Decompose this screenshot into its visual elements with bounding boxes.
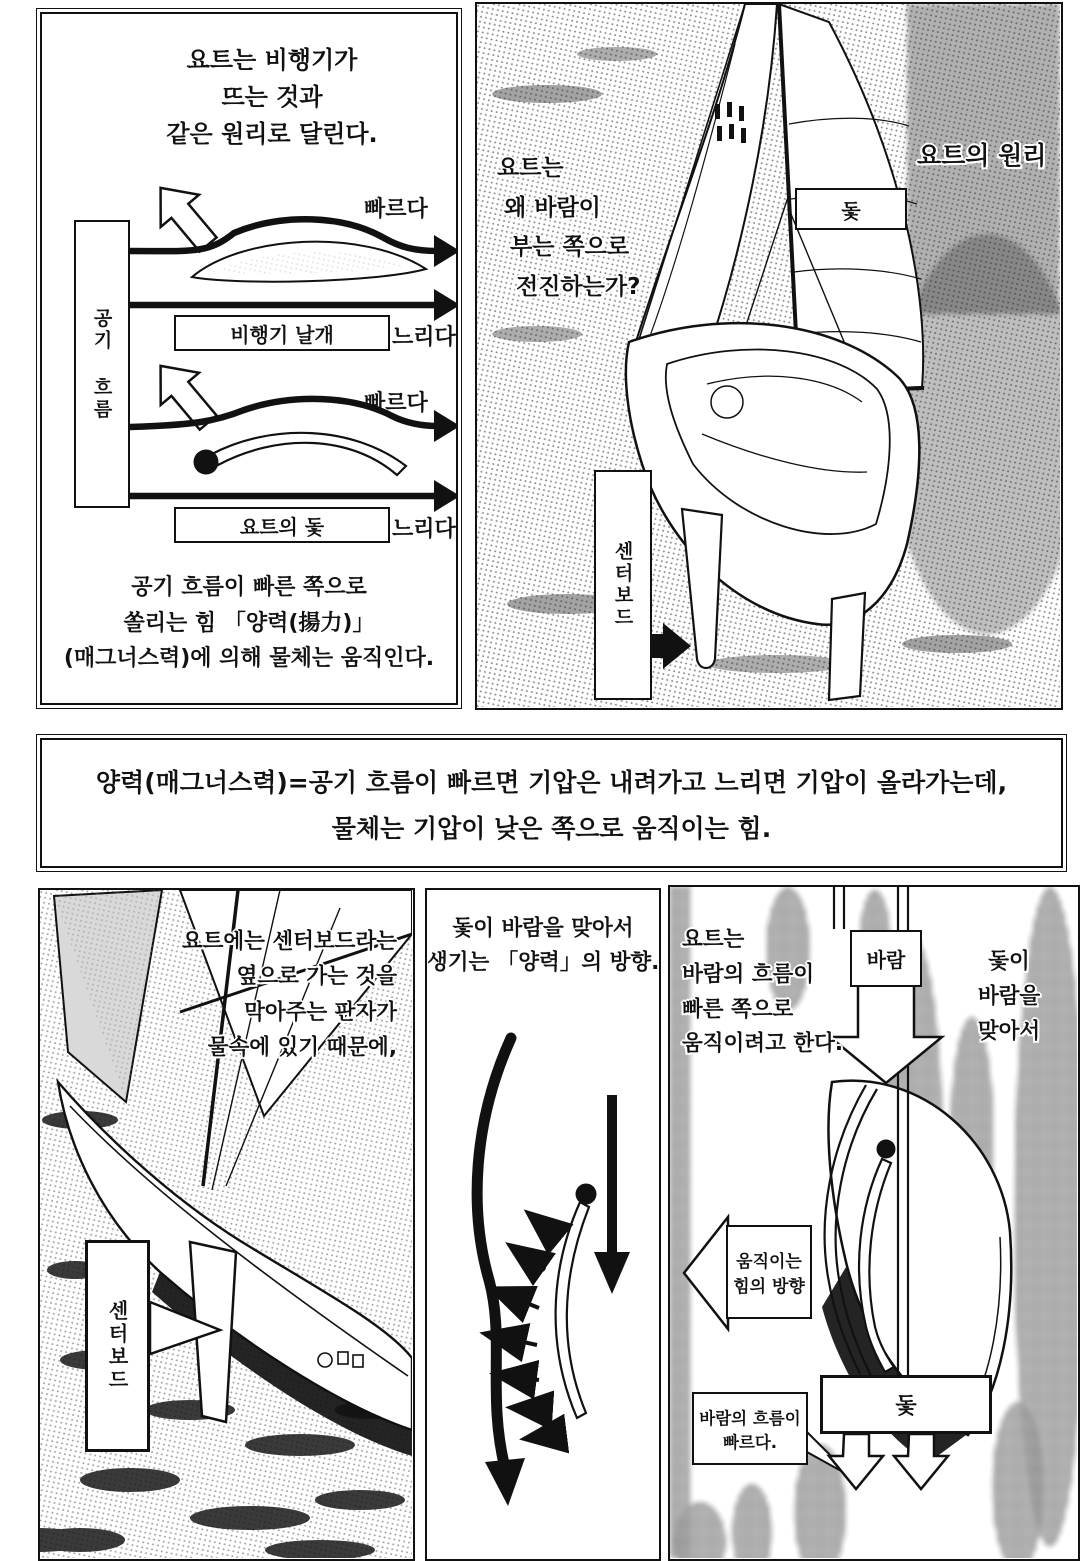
airflow-label: 공기 흐름 [90, 307, 113, 421]
caption-line: 생기는 「양력」의 방향. [427, 950, 660, 976]
text-line: 돛이 [988, 949, 1030, 974]
force-direction-box [726, 1225, 812, 1319]
caption-line: (매그너스력)에 의해 물체는 움직인다. [63, 646, 435, 672]
centerboard-callout-label: 센터보드 [105, 1300, 129, 1392]
curved-flow-arrowhead-icon [485, 1458, 525, 1506]
panel-yacht-photo [475, 2, 1063, 710]
text-line: 요트에는 센터보드라는 [181, 929, 397, 954]
question-line: 요트는 [497, 155, 564, 181]
sail-curve-shape [210, 433, 406, 475]
question-line: 부는 쪽으로 [510, 234, 630, 261]
text-line: 바람을 [977, 983, 1041, 1009]
title-line: 같은 원리로 달린다. [166, 120, 378, 149]
centerboard-text [147, 924, 397, 1066]
caption-line: 돛이 바람을 맞아서 [452, 916, 634, 941]
sail-fast-label: 빠르다 [364, 391, 428, 416]
caption-line: 쏠리는 힘 「양력(揚力)」 [123, 610, 375, 636]
text-line: 옆으로 가는 것을 [236, 964, 397, 990]
text-line: 움직이는 [736, 1252, 802, 1272]
sail-box-label: 돛 [895, 1394, 917, 1419]
mast-dot-icon [576, 1184, 597, 1205]
yacht-moves-text [682, 923, 843, 1062]
fast-flow-arrowhead-icon [434, 235, 458, 267]
text-line: 빠른 쪽으로 [682, 996, 794, 1022]
centerboard-callout-box [594, 470, 652, 700]
mast-dot-icon [194, 450, 219, 475]
text-line: 힘의 방향 [733, 1277, 805, 1297]
definition-line: 양력(매그너스력)=공기 흐름이 빠르면 기압은 내려가고 느리면 기압이 올라가는데, [95, 768, 1008, 797]
sail-slow-label: 느리다 [392, 517, 456, 542]
caption-line: 공기 흐름이 빠른 쪽으로 [131, 575, 367, 600]
wind-label: 바람 [866, 948, 906, 972]
text-line: 막아주는 판자가 [244, 999, 397, 1025]
fast-flow-box [692, 1392, 808, 1465]
sail-curve-shape [556, 1202, 589, 1418]
wind-arrowhead-icon [594, 1252, 630, 1294]
panel-lift-principle [40, 12, 458, 705]
text-line: 맞아서 [977, 1018, 1041, 1044]
fast-flow-arrowhead-icon [434, 410, 458, 442]
wing-label: 비행기 날개 [230, 322, 334, 347]
question-line: 왜 바람이 [504, 194, 601, 221]
question-line: 전진하는가? [516, 273, 641, 300]
question-text [497, 149, 640, 307]
slow-flow-arrowhead-icon [434, 480, 458, 512]
panel-yacht-moves [668, 885, 1080, 1561]
sail-callout-label: 돛 [841, 198, 861, 223]
wing-fast-label: 빠르다 [364, 197, 428, 222]
text-line: 바람의 흐름이 [682, 961, 815, 987]
text-line: 움직이려고 한다. [682, 1031, 844, 1057]
title-line: 요트는 비행기가 [186, 46, 358, 74]
lift-caption [50, 570, 448, 677]
centerboard-callout-label: 센터보드 [611, 541, 634, 629]
lift-direction-diagram [427, 890, 658, 1558]
sail-label: 요트의 돛 [239, 514, 325, 539]
yacht-illustration [477, 4, 1060, 707]
text-line: 물속에 있기 때문에, [207, 1035, 397, 1061]
force-direction-text [733, 1247, 805, 1297]
sail-callout-box [795, 188, 907, 230]
definition-line: 물체는 기압이 낮은 쪽으로 움직이는 힘. [331, 814, 772, 844]
text-line: 요트는 [682, 927, 745, 952]
sail-label-box [174, 507, 390, 543]
panel-heading: 요트의 원리 [917, 141, 1047, 170]
text-line: 빠르다. [722, 1432, 778, 1452]
centerboard-callout-box [85, 1240, 150, 1452]
rudder [829, 593, 865, 700]
panel-lift-direction [425, 888, 661, 1561]
mast-dot-icon [877, 1140, 896, 1159]
wing-label-box [174, 315, 390, 351]
lift-definition-strip [40, 738, 1063, 868]
slow-flow-arrowhead-icon [434, 289, 458, 321]
fast-flow-text [699, 1405, 800, 1453]
airflow-label-box [74, 220, 130, 508]
definition-text [42, 760, 1061, 853]
title-line: 뜨는 것과 [221, 83, 323, 112]
wing-slow-label: 느리다 [392, 325, 456, 350]
sail-catch-text [955, 945, 1063, 1049]
sail-box [820, 1375, 992, 1434]
panel-centerboard-photo [38, 888, 415, 1561]
text-line: 바람의 흐름이 [699, 1408, 801, 1428]
curved-flow-line [477, 1038, 511, 1468]
wind-label-box [850, 930, 922, 987]
